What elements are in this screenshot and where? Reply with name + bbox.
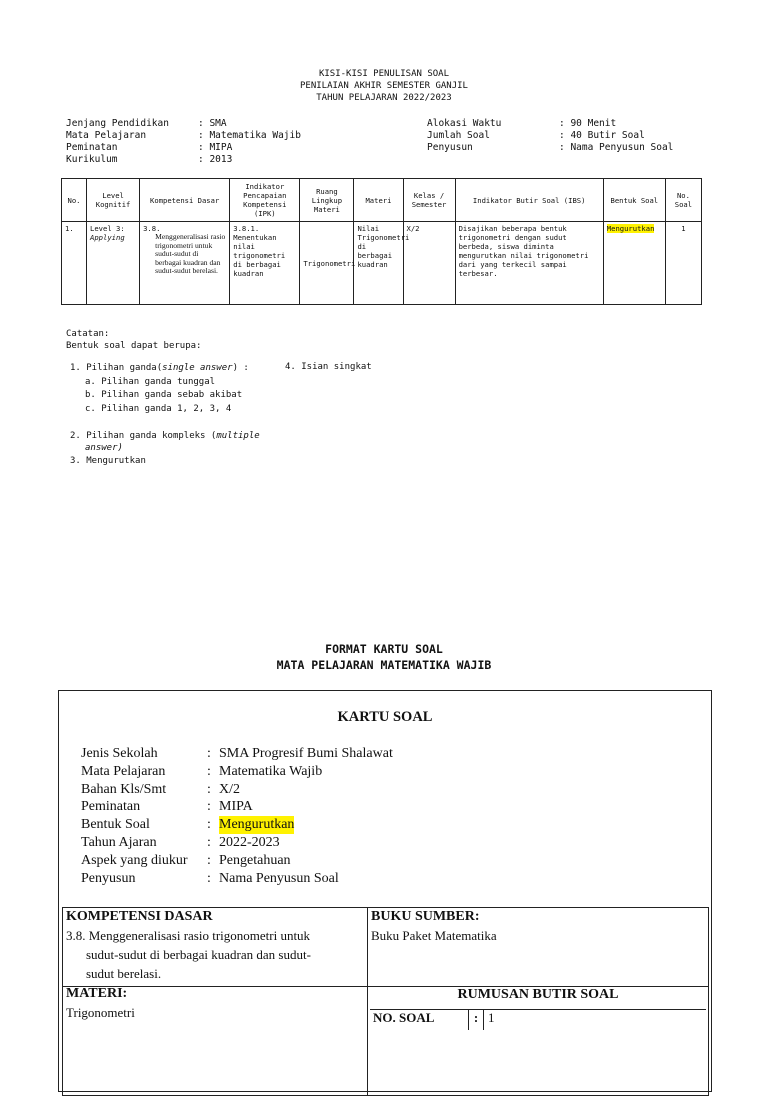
item-italic: single answer	[162, 363, 233, 373]
meta-label: Kurikulum	[66, 154, 118, 165]
column-header: Kompetensi Dasar	[140, 179, 230, 222]
kartu-meta-row: Aspek yang diukur : Pengetahuan	[81, 852, 291, 868]
kartu-meta-label: Mata Pelajaran	[81, 763, 166, 779]
kartu-meta-value: MIPA	[219, 799, 253, 815]
spacer	[70, 416, 260, 430]
kd-line: 3.8. Menggeneralisasi rasio trigonometri untuk	[66, 928, 311, 943]
meta-value: : MIPA	[198, 142, 233, 153]
cell-level	[87, 222, 140, 305]
cell-materi: Nilai Trigonometri di berbagai kuadran	[354, 222, 403, 305]
kartu-meta-label: Bahan Kls/Smt	[81, 781, 167, 797]
item-text: ) :	[232, 363, 249, 373]
item-italic: answer)	[85, 442, 123, 453]
item-text: 2. Pilihan ganda kompleks (	[70, 431, 217, 441]
meta-row	[66, 118, 301, 130]
format-title	[0, 641, 768, 673]
level-italic: Applying	[90, 233, 125, 242]
list-item-continuation	[70, 442, 260, 456]
kartu-meta-value: Matematika Wajib	[219, 763, 323, 779]
meta-row	[427, 118, 673, 130]
kartu-meta	[81, 745, 393, 887]
document-header	[0, 68, 768, 104]
kartu-meta-label: Peminatan	[81, 799, 141, 815]
meta-row	[66, 142, 301, 154]
column-header: Bentuk Soal	[603, 179, 665, 222]
kartu-meta-value: X/2	[219, 781, 240, 797]
kartu-meta-row: Bahan Kls/Smt : X/2	[81, 781, 240, 797]
meta-value: : 2013	[198, 154, 233, 165]
rumusan-heading: RUMUSAN BUTIR SOAL	[457, 987, 619, 1002]
kartu-meta-value: Nama Penyusun Soal	[219, 870, 339, 886]
kartu-soal	[58, 690, 712, 1092]
meta-label: Mata Pelajaran	[66, 130, 147, 141]
kartu-meta-label: Penyusun	[81, 870, 136, 886]
kartu-meta-row: Bentuk Soal : Mengurutkan	[81, 817, 295, 833]
cell-ipk: 3.8.1. Menentukan nilai trigonometri di berbagai kuadran	[230, 222, 300, 305]
kartu-meta-label: Bentuk Soal	[81, 817, 150, 833]
meta-value: : SMA	[198, 118, 227, 129]
kartu-meta-row: Tahun Ajaran : 2022-2023	[81, 834, 280, 850]
table-row	[62, 222, 702, 305]
meta-row	[66, 154, 301, 166]
item-text: 1. Pilihan ganda(	[70, 363, 163, 373]
kartu-meta-row: Peminatan : MIPA	[81, 799, 253, 815]
meta-label: Penyusun	[427, 142, 473, 153]
kartu-title: KARTU SOAL	[337, 709, 433, 725]
column-header: Indikator Butir Soal (IBS)	[455, 179, 603, 222]
meta-value: : Nama Penyusun Soal	[559, 142, 674, 153]
kd-body	[63, 926, 368, 983]
cell-no: 1.	[62, 222, 87, 305]
meta-label: Alokasi Waktu	[427, 118, 502, 129]
list-item: 4. Isian singkat	[285, 362, 372, 372]
meta-row	[427, 142, 673, 154]
list-subitem: c. Pilihan ganda 1, 2, 3, 4	[85, 403, 232, 414]
header-title: KISI-KISI PENULISAN SOAL	[318, 69, 450, 79]
column-header: No. Soal	[665, 179, 701, 222]
cell-bentuk	[603, 222, 665, 305]
meta-value: : 90 Menit	[559, 118, 617, 129]
no-soal-row	[370, 1009, 706, 1030]
no-soal-colon: :	[469, 1010, 484, 1030]
materi-body: Trigonometri	[66, 1005, 135, 1020]
format-title-line1: FORMAT KARTU SOAL	[325, 642, 443, 656]
cell-kelas: X/2	[403, 222, 455, 305]
cell-ruang: Trigonometri	[300, 222, 354, 305]
kartu-meta-value-highlight: Mengurutkan	[219, 817, 295, 833]
header-year: TAHUN PELAJARAN 2022/2023	[316, 93, 452, 103]
list-item: 3. Mengurutkan	[70, 456, 146, 466]
kisi-table	[61, 178, 702, 305]
meta-value: : Matematika Wajib	[198, 130, 301, 141]
notes-title: Catatan:	[66, 329, 110, 339]
kartu-meta-value: Pengetahuan	[219, 852, 291, 868]
cell-no-soal: 1	[665, 222, 701, 305]
materi-box	[62, 985, 368, 1096]
list-item	[70, 362, 260, 376]
cell-ibs: Disajikan beberapa bentuk trigonometri dengan sudut berbeda, siswa diminta mengurutkan nilai trigonometri dari yang terkecil sampai terbesar.	[455, 222, 603, 305]
notes	[66, 328, 201, 352]
no-soal-label: NO. SOAL	[370, 1010, 469, 1030]
level-label: Level 3:	[90, 224, 125, 233]
meta-row	[427, 130, 673, 142]
kartu-meta-row: Penyusun : Nama Penyusun Soal	[81, 870, 339, 886]
list-subitem: a. Pilihan ganda tunggal	[85, 376, 216, 387]
bentuk-highlight: Mengurutkan	[606, 224, 655, 233]
kartu-meta-value: 2022-2023	[219, 834, 280, 850]
meta-label: Peminatan	[66, 142, 118, 153]
kd-line: sudut-sudut di berbagai kuadran dan sudut-	[86, 947, 311, 962]
meta-label: Jumlah Soal	[427, 130, 490, 141]
kd-number: 3.8.	[143, 224, 161, 233]
column-header: Indikator Pencapaian Kompetensi (IPK)	[230, 179, 300, 222]
kd-heading: KOMPETENSI DASAR	[66, 909, 213, 924]
meta-left	[66, 118, 301, 166]
notes-subtitle: Bentuk soal dapat berupa:	[66, 341, 202, 351]
meta-label: Jenjang Pendidikan	[66, 118, 169, 129]
no-soal-value: 1	[488, 1010, 495, 1025]
kartu-meta-label: Aspek yang diukur	[81, 852, 188, 868]
kartu-meta-row: Mata Pelajaran : Matematika Wajib	[81, 763, 323, 779]
header-subtitle: PENILAIAN AKHIR SEMESTER GANJIL	[300, 81, 468, 91]
kartu-meta-label: Jenis Sekolah	[81, 746, 158, 761]
column-header: Kelas / Semester	[403, 179, 455, 222]
meta-right	[427, 118, 673, 154]
column-header: Ruang Lingkup Materi	[300, 179, 354, 222]
kompetensi-dasar-box	[62, 907, 368, 987]
kd-line: sudut berelasi.	[86, 966, 162, 981]
buku-heading: BUKU SUMBER:	[371, 909, 480, 924]
kd-text: Menggeneralisasi rasio trigonometri untuk sudut-sudut di berbagai kuadran dan sudut-sudut berelasi.	[155, 232, 226, 276]
meta-row	[66, 130, 301, 142]
kartu-meta-row: Jenis Sekolah : SMA Progresif Bumi Shalawat	[81, 746, 393, 761]
meta-value: : 40 Butir Soal	[559, 130, 645, 141]
table-header-row	[62, 179, 702, 222]
buku-body: Buku Paket Matematika	[371, 928, 497, 943]
format-title-line2: MATA PELAJARAN MATEMATIKA WAJIB	[276, 658, 492, 672]
materi-heading: MATERI:	[66, 986, 128, 1001]
item-italic: multiple	[216, 431, 260, 441]
column-header: No.	[62, 179, 87, 222]
list-subitem: b. Pilihan ganda sebab akibat	[85, 390, 243, 400]
cell-kd	[140, 222, 230, 305]
rumusan-box	[367, 985, 709, 1096]
column-header: Level Kognitif	[87, 179, 140, 222]
column-header: Materi	[354, 179, 403, 222]
kartu-meta-label: Tahun Ajaran	[81, 834, 157, 850]
kartu-meta-value: SMA Progresif Bumi Shalawat	[219, 746, 393, 761]
form-types-list	[70, 362, 260, 469]
buku-sumber-box	[367, 907, 709, 987]
